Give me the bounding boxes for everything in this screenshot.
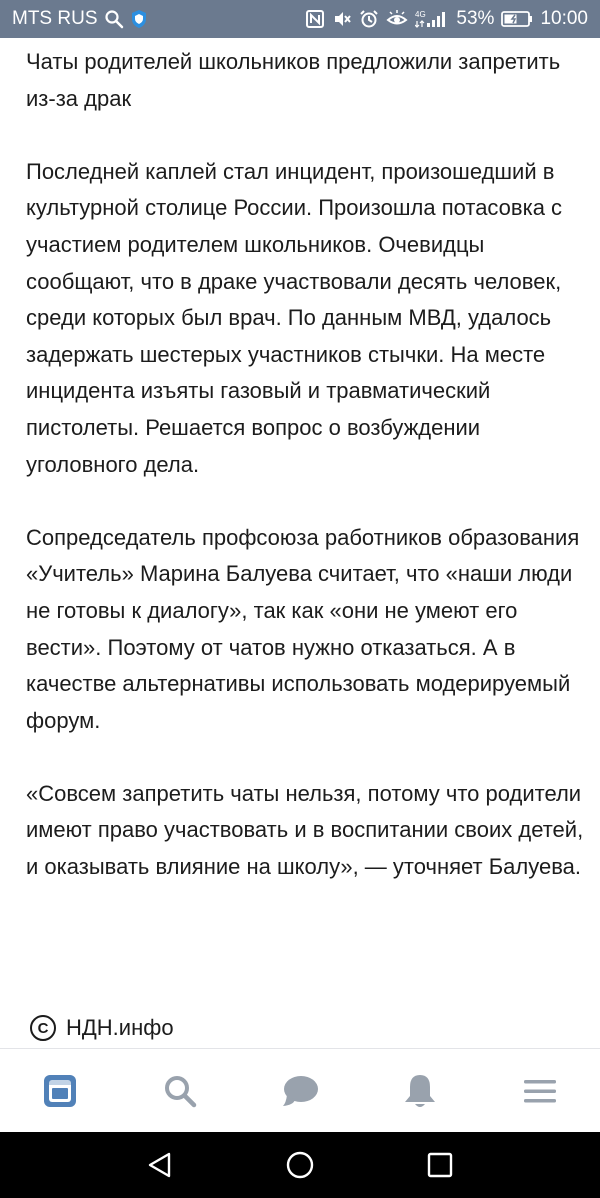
tab-messages[interactable] bbox=[270, 1061, 330, 1121]
article-paragraph: «Совсем запретить чаты нельзя, потому что родители имеют право участвовать и в воспитании своих детей, и оказывать влияние на школу», — уточняет Балуева. bbox=[26, 780, 584, 880]
news-icon bbox=[42, 1073, 78, 1109]
tab-news[interactable] bbox=[30, 1061, 90, 1121]
mute-icon bbox=[332, 9, 352, 29]
search-icon bbox=[104, 9, 124, 29]
battery-icon bbox=[501, 10, 533, 28]
recents-icon bbox=[425, 1150, 455, 1180]
system-navigation-bar bbox=[0, 1132, 600, 1198]
eye-comfort-icon bbox=[386, 9, 408, 29]
signal-icon bbox=[415, 9, 449, 29]
home-icon bbox=[285, 1150, 315, 1180]
tab-notifications[interactable] bbox=[390, 1061, 450, 1121]
recents-button[interactable] bbox=[415, 1140, 465, 1190]
article-title: Чаты родителей школьников предложили запретить из-за драк bbox=[26, 49, 561, 111]
tab-search[interactable] bbox=[150, 1061, 210, 1121]
messages-icon bbox=[281, 1073, 319, 1109]
shield-icon bbox=[130, 9, 148, 29]
article-source bbox=[30, 1015, 174, 1041]
network-type-label: 4G bbox=[415, 10, 427, 19]
search-icon bbox=[162, 1073, 198, 1109]
article-body bbox=[26, 44, 586, 922]
tab-menu[interactable] bbox=[510, 1061, 570, 1121]
back-button[interactable] bbox=[135, 1140, 185, 1190]
home-button[interactable] bbox=[275, 1140, 325, 1190]
back-icon bbox=[145, 1150, 175, 1180]
source-name: НДН.инфо bbox=[66, 1015, 174, 1040]
notifications-icon bbox=[402, 1072, 438, 1110]
alarm-icon bbox=[359, 9, 379, 29]
menu-icon bbox=[522, 1073, 558, 1109]
carrier-name: MTS RUS bbox=[12, 8, 98, 29]
clock: 10:00 bbox=[540, 8, 588, 29]
nfc-icon bbox=[305, 9, 325, 29]
bottom-tab-bar bbox=[0, 1048, 600, 1132]
article-paragraph: Последней каплей стал инцидент, произошедший в культурной столице России. Произошла потасовка с участием родителем школьников. Очевидцы сообщают, что в драке участвовали десять человек, среди которых был врач. По данным МВД, удалось задержать шестерых участников стычки. На месте инцидента изъяты газовый и травматический пистолеты. Решается вопрос о возбуждении уголовного дела. bbox=[26, 158, 563, 477]
status-bar bbox=[0, 0, 600, 38]
copyright-icon: C bbox=[30, 1015, 56, 1041]
battery-percent: 53% bbox=[456, 8, 495, 29]
article-paragraph: Сопредседатель профсоюза работников образования «Учитель» Марина Балуева считает, что «наши люди не готовы к диалогу», так как «они не умеют его вести». Поэтому от чатов нужно отказаться. А в качестве альтернативы использовать модерируемый форум. bbox=[26, 524, 580, 733]
